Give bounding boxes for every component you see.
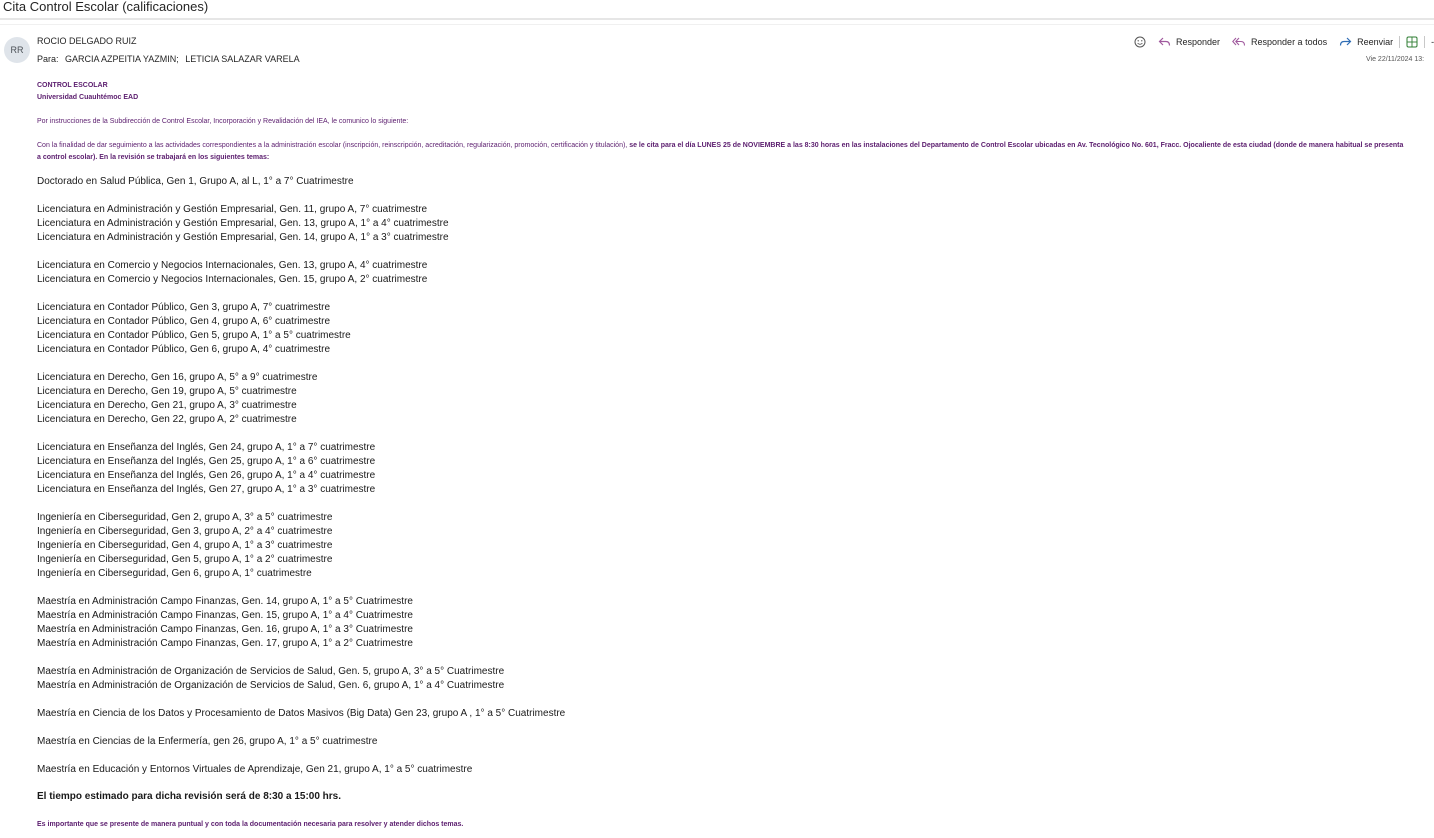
program-item: Licenciatura en Contador Público, Gen 4, grupo A, 6° cuatrimestre bbox=[37, 316, 331, 327]
program-item: Maestría en Educación y Entornos Virtuales de Aprendizaje, Gen 21, grupo A, 1° a 5° cuatrimestre bbox=[37, 764, 473, 775]
program-item: Maestría en Administración Campo Finanzas, Gen. 15, grupo A, 1° a 4° Cuatrimestre bbox=[37, 610, 413, 621]
detail-paragraph bbox=[37, 140, 1407, 164]
note-statement: Es importante que se presente de manera puntual y con toda la documentación necesaria para resolver y atender dichos temas. bbox=[37, 821, 464, 828]
program-item: Licenciatura en Comercio y Negocios Internacionales, Gen. 15, grupo A, 2° cuatrimestre bbox=[37, 274, 428, 285]
apps-grid-icon bbox=[1406, 36, 1418, 48]
emoji-react-button[interactable] bbox=[1134, 36, 1146, 48]
program-item: Maestría en Administración Campo Finanzas, Gen. 17, grupo A, 1° a 2° Cuatrimestre bbox=[37, 638, 413, 649]
message-body bbox=[37, 80, 1407, 830]
reply-all-button[interactable] bbox=[1232, 36, 1327, 48]
recipients-line bbox=[37, 54, 304, 65]
program-item: Maestría en Administración de Organización de Servicios de Salud, Gen. 6, grupo A, 1° a 4° Cuatrimestre bbox=[37, 680, 505, 691]
program-item: Ingeniería en Ciberseguridad, Gen 5, grupo A, 1° a 2° cuatrimestre bbox=[37, 554, 333, 565]
program-item: Licenciatura en Derecho, Gen 21, grupo A, 3° cuatrimestre bbox=[37, 400, 297, 411]
recipient-1[interactable]: GARCIA AZPEITIA YAZMIN; bbox=[65, 54, 179, 64]
actions-separator-2 bbox=[1424, 36, 1425, 48]
program-item: Licenciatura en Contador Público, Gen 3, grupo A, 7° cuatrimestre bbox=[37, 302, 331, 313]
reply-icon bbox=[1158, 36, 1171, 48]
program-group bbox=[37, 371, 1407, 427]
program-group bbox=[37, 707, 1407, 721]
message-actions-bar bbox=[1134, 35, 1434, 49]
actions-separator bbox=[1399, 36, 1400, 48]
program-group bbox=[37, 301, 1407, 357]
program-group bbox=[37, 511, 1407, 581]
forward-icon bbox=[1339, 36, 1352, 48]
body-header-title: CONTROL ESCOLAR bbox=[37, 82, 108, 89]
program-group bbox=[37, 203, 1407, 245]
email-subject: Cita Control Escolar (calificaciones) bbox=[3, 0, 209, 14]
program-item: Licenciatura en Derecho, Gen 22, grupo A, 2° cuatrimestre bbox=[37, 414, 297, 425]
program-item: Licenciatura en Administración y Gestión Empresarial, Gen. 14, grupo A, 1° a 3° cuatrimestre bbox=[37, 232, 449, 243]
smiley-icon bbox=[1134, 36, 1146, 48]
program-item: Maestría en Administración Campo Finanzas, Gen. 16, grupo A, 1° a 3° Cuatrimestre bbox=[37, 624, 413, 635]
forward-button[interactable] bbox=[1339, 36, 1393, 48]
program-group bbox=[37, 441, 1407, 497]
program-item: Maestría en Ciencia de los Datos y Procesamiento de Datos Masivos (Big Data) Gen 23, grupo A , 1° a 5° Cuatrimestre bbox=[37, 708, 566, 719]
forward-label: Reenviar bbox=[1357, 37, 1394, 47]
apps-button[interactable] bbox=[1406, 36, 1418, 48]
program-item: Ingeniería en Ciberseguridad, Gen 2, grupo A, 3° a 5° cuatrimestre bbox=[37, 512, 333, 523]
program-item: Licenciatura en Enseñanza del Inglés, Gen 27, grupo A, 1° a 3° cuatrimestre bbox=[37, 484, 376, 495]
body-header-university: Universidad Cuauhtémoc EAD bbox=[37, 94, 139, 101]
closing-statement: El tiempo estimado para dicha revisión será de 8:30 a 15:00 hrs. bbox=[37, 791, 342, 802]
program-item: Maestría en Administración Campo Finanzas, Gen. 14, grupo A, 1° a 5° Cuatrimestre bbox=[37, 596, 413, 607]
program-list bbox=[37, 175, 1407, 777]
program-item: Licenciatura en Administración y Gestión Empresarial, Gen. 11, grupo A, 7° cuatrimestre bbox=[37, 204, 428, 215]
reply-all-icon bbox=[1232, 36, 1246, 48]
reply-button[interactable] bbox=[1158, 36, 1220, 48]
program-item: Ingeniería en Ciberseguridad, Gen 6, grupo A, 1° cuatrimestre bbox=[37, 568, 312, 579]
detail-bold-text: se le cita para el día LUNES 25 de NOVIEMBRE a las 8:30 horas en las instalaciones del Departamento de Control Escolar ubicadas en Av. Tecnológico No. 601, Fracc. Ojocaliente de esta ciudad (donde de manera habitual se presenta a control escolar). En la revisión se trabajará en los siguientes temas: bbox=[37, 142, 1404, 161]
program-item: Licenciatura en Derecho, Gen 19, grupo A, 5° cuatrimestre bbox=[37, 386, 297, 397]
sender-name[interactable]: ROCIO DELGADO RUIZ bbox=[37, 36, 137, 46]
program-item: Maestría en Ciencias de la Enfermería, gen 26, grupo A, 1° a 5° cuatrimestre bbox=[37, 736, 378, 747]
sender-avatar[interactable]: RR bbox=[4, 37, 30, 63]
program-item: Maestría en Administración de Organización de Servicios de Salud, Gen. 5, grupo A, 3° a 5° Cuatrimestre bbox=[37, 666, 505, 677]
program-item: Ingeniería en Ciberseguridad, Gen 4, grupo A, 1° a 3° cuatrimestre bbox=[37, 540, 333, 551]
subject-divider-light bbox=[0, 24, 1434, 25]
program-item: Licenciatura en Enseñanza del Inglés, Gen 26, grupo A, 1° a 4° cuatrimestre bbox=[37, 470, 376, 481]
program-item: Doctorado en Salud Pública, Gen 1, Grupo A, al L, 1° a 7° Cuatrimestre bbox=[37, 176, 354, 187]
intro-paragraph: Por instrucciones de la Subdirección de Control Escolar, Incorporación y Revalidación del IEA, le comunico lo siguiente: bbox=[37, 118, 409, 125]
subject-divider bbox=[0, 18, 1434, 20]
program-item: Licenciatura en Contador Público, Gen 6, grupo A, 4° cuatrimestre bbox=[37, 344, 331, 355]
program-group bbox=[37, 763, 1407, 777]
to-label: Para: bbox=[37, 54, 59, 64]
program-item: Licenciatura en Contador Público, Gen 5, grupo A, 1° a 5° cuatrimestre bbox=[37, 330, 351, 341]
reply-label: Responder bbox=[1176, 37, 1221, 47]
program-item: Licenciatura en Comercio y Negocios Internacionales, Gen. 13, grupo A, 4° cuatrimestre bbox=[37, 260, 428, 271]
reply-all-label: Responder a todos bbox=[1251, 37, 1328, 47]
program-item: Licenciatura en Enseñanza del Inglés, Gen 24, grupo A, 1° a 7° cuatrimestre bbox=[37, 442, 376, 453]
program-group bbox=[37, 595, 1407, 651]
program-group bbox=[37, 665, 1407, 693]
program-item: Licenciatura en Administración y Gestión Empresarial, Gen. 13, grupo A, 1° a 4° cuatrimestre bbox=[37, 218, 449, 229]
recipient-2[interactable]: LETICIA SALAZAR VARELA bbox=[185, 54, 300, 64]
program-item: Ingeniería en Ciberseguridad, Gen 3, grupo A, 2° a 4° cuatrimestre bbox=[37, 526, 333, 537]
program-item: Licenciatura en Enseñanza del Inglés, Gen 25, grupo A, 1° a 6° cuatrimestre bbox=[37, 456, 376, 467]
message-date: Vie 22/11/2024 13: bbox=[1366, 56, 1425, 63]
detail-normal-text: Con la finalidad de dar seguimiento a las actividades correspondientes a la administración escolar (inscripción, reinscripción, acreditación, regularización, promoción, certificación y titulación), bbox=[37, 142, 628, 149]
more-actions-button[interactable]: - bbox=[1431, 37, 1434, 47]
program-group bbox=[37, 175, 1407, 189]
program-group bbox=[37, 735, 1407, 749]
program-item: Licenciatura en Derecho, Gen 16, grupo A, 5° a 9° cuatrimestre bbox=[37, 372, 318, 383]
program-group bbox=[37, 259, 1407, 287]
